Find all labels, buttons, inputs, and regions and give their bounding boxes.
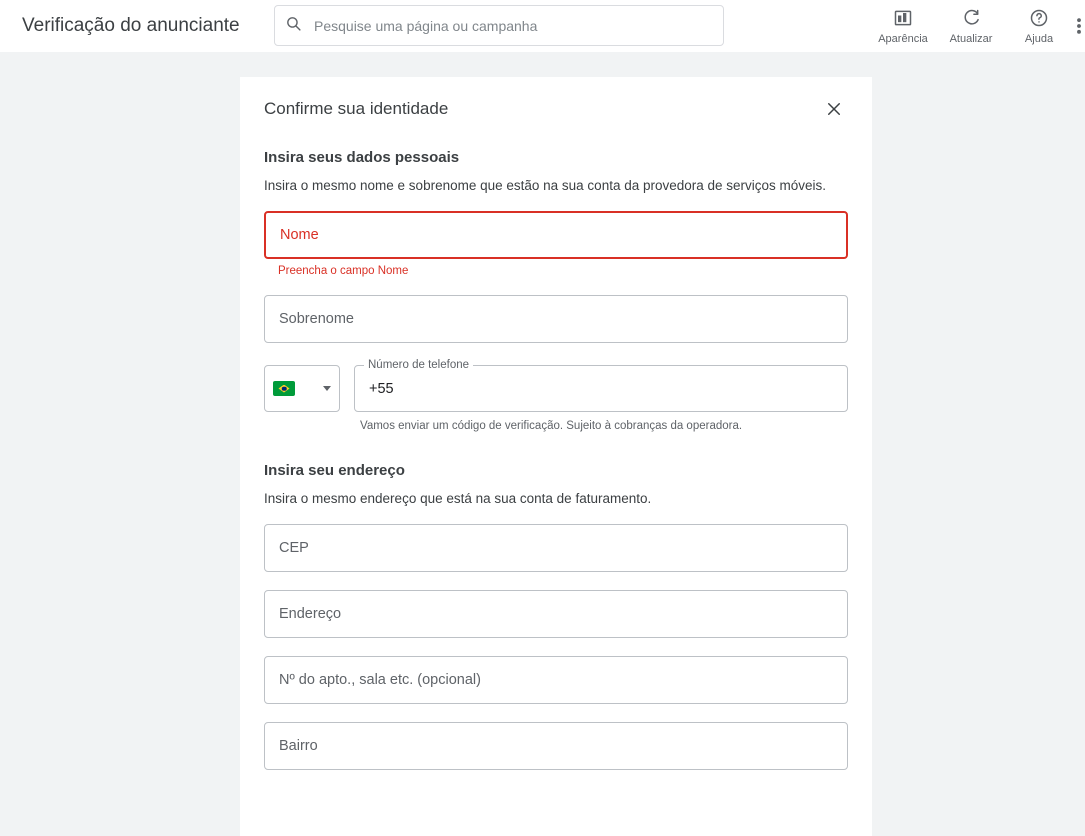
page-background xyxy=(0,52,1085,836)
dialog-title: Confirme sua identidade xyxy=(264,99,449,118)
refresh-label: Atualizar xyxy=(949,33,993,45)
zip-input[interactable] xyxy=(264,524,848,572)
street-input[interactable] xyxy=(264,590,848,638)
refresh-button[interactable] xyxy=(937,0,1005,52)
personal-data-description: Insira o mesmo nome e sobrenome que estão na sua conta da provedora de serviços móveis. xyxy=(264,178,827,193)
district-input[interactable] xyxy=(264,722,848,770)
phone-row xyxy=(264,359,848,412)
district-field xyxy=(264,722,848,770)
more-actions-button[interactable] xyxy=(1073,0,1085,52)
appearance-label: Aparência xyxy=(878,33,928,45)
chevron-down-icon xyxy=(323,386,331,391)
help-button[interactable] xyxy=(1005,0,1073,52)
personal-data-heading: Insira seus dados pessoais xyxy=(264,149,460,166)
zip-field xyxy=(264,524,848,572)
street-field xyxy=(264,590,848,638)
top-bar-actions xyxy=(869,0,1085,52)
last-name-field xyxy=(264,295,848,343)
phone-label: Número de telefone xyxy=(364,358,473,372)
top-bar xyxy=(0,0,1085,52)
refresh-icon xyxy=(961,7,981,29)
first-name-input[interactable] xyxy=(264,211,848,259)
appearance-icon xyxy=(893,7,913,29)
search-icon xyxy=(285,15,302,37)
page-title: Verificação do anunciante xyxy=(22,15,240,36)
first-name-error: Preencha o campo Nome xyxy=(278,265,409,277)
country-code-select[interactable] xyxy=(264,365,340,412)
search-input[interactable] xyxy=(312,17,713,35)
search-box[interactable] xyxy=(274,5,724,46)
phone-hint: Vamos enviar um código de verificação. Sujeito à cobranças da operadora. xyxy=(360,420,743,432)
identity-dialog xyxy=(240,77,872,836)
more-icon xyxy=(1073,15,1085,37)
close-icon[interactable] xyxy=(820,95,848,123)
last-name-input[interactable] xyxy=(264,295,848,343)
phone-field xyxy=(354,359,848,412)
appearance-button[interactable] xyxy=(869,0,937,52)
apt-field xyxy=(264,656,848,704)
address-section xyxy=(264,462,848,770)
help-icon xyxy=(1029,7,1049,29)
flag-brazil-icon xyxy=(273,381,295,396)
phone-input[interactable] xyxy=(354,365,848,412)
apt-input[interactable] xyxy=(264,656,848,704)
first-name-field xyxy=(264,211,848,277)
personal-data-section xyxy=(264,149,848,432)
help-label: Ajuda xyxy=(1024,33,1054,45)
address-heading: Insira seu endereço xyxy=(264,462,405,479)
address-description: Insira o mesmo endereço que está na sua conta de faturamento. xyxy=(264,491,652,506)
dialog-header xyxy=(264,77,848,141)
